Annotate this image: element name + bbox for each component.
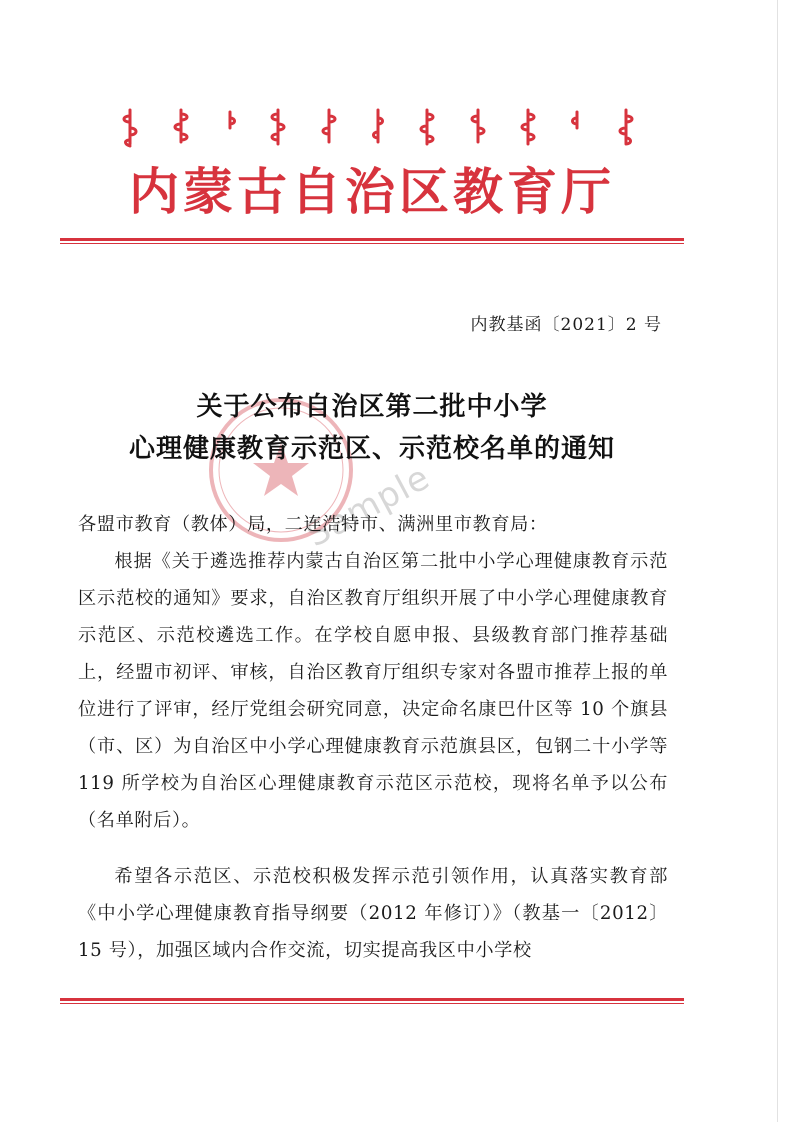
salutation: 各盟市教育（教体）局，二连浩特市、满洲里市教育局： (78, 514, 548, 535)
letterhead-divider (60, 238, 684, 244)
agency-letterhead: 内蒙古自治区教育厅 (129, 162, 615, 221)
mongolian-agency-name (118, 108, 638, 150)
body-paragraph-1: 根据《关于遴选推荐内蒙古自治区第二批中小学心理健康教育示范区示范校的通知》要求，自治区教育厅组织开展了中小学心理健康教育示范区、示范校遴选工作。在学校自愿申报、县级教育部门推荐基础上，经盟市初评、审核，自治区教育厅组织专家对各盟市推荐上报的单位进行了评审，经厅党组会研究同意，决定命名康巴什区等 10 个旗县（市、区）为自治区中小学心理健康教育示范旗县区，包钢二十小学等 119 所学校为自治区心理健康教育示范区示范校，现将名单予以公布（名单附后）。 (78, 551, 668, 831)
footer-divider (60, 998, 684, 1004)
sample-watermark: Sample (300, 457, 437, 556)
body-paragraph-2: 希望各示范区、示范校积极发挥示范引领作用，认真落实教育部《中小学心理健康教育指导纲要（2012 年修订）》（教基一〔2012〕15 号），加强区域内合作交流，切实提高我区中小学校 (78, 866, 668, 961)
document-number: 内教基函〔2021〕2 号 (470, 315, 662, 335)
notice-title-line-2: 心理健康教育示范区、示范校名单的通知 (128, 434, 615, 464)
notice-title-line-1: 关于公布自治区第二批中小学 (196, 392, 548, 422)
page-edge (777, 0, 778, 1122)
